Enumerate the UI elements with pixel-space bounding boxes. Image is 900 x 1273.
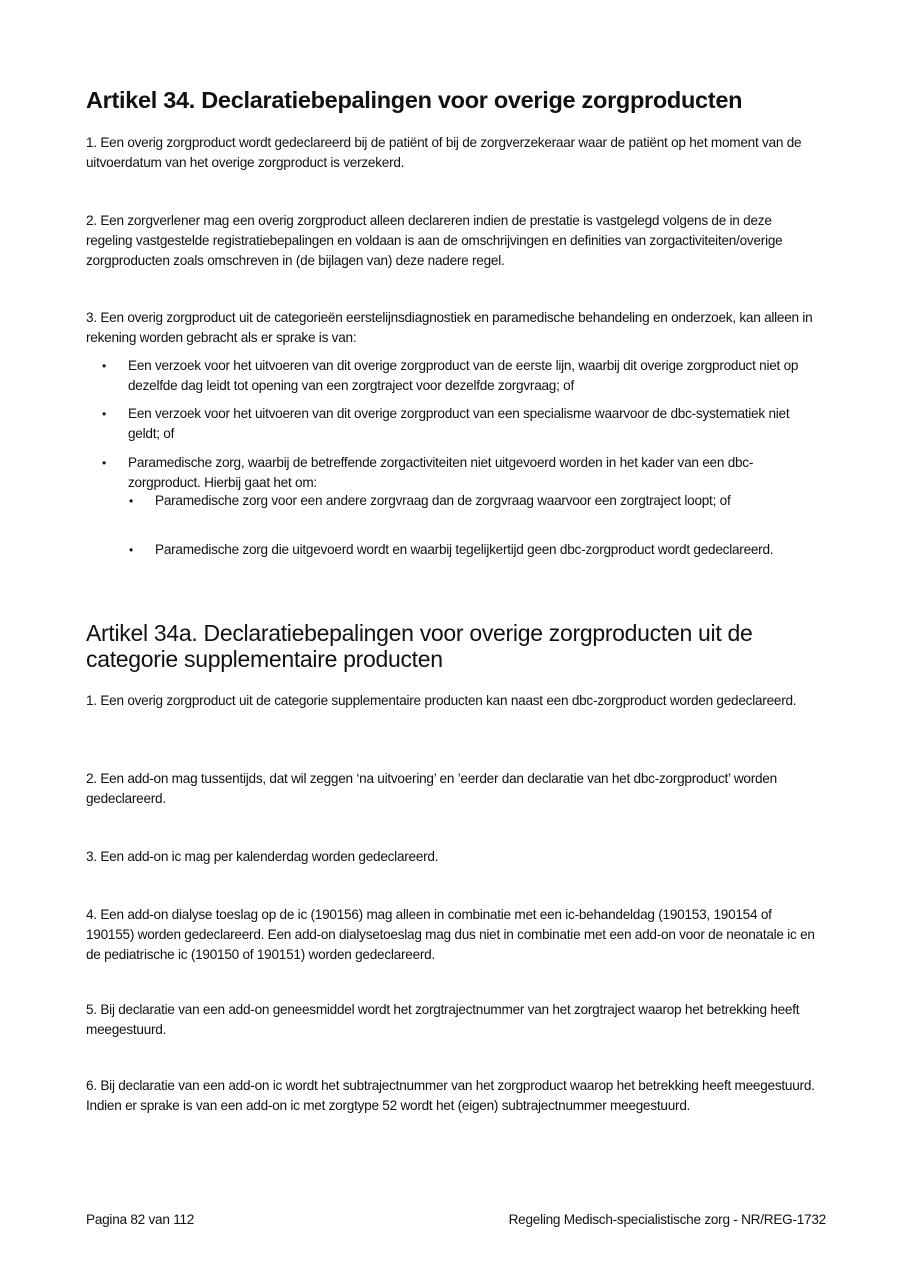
article-34-paragraph-2: 2. Een zorgverlener mag een overig zorgproduct alleen declareren indien de prestatie is vastgelegd volgens de in deze regeling vastgestelde registratiebepalingen en voldaan is aan de omschrijvingen en definities van zorgactiviteiten/overige zorgproducten zoals omschreven in (de bijlagen van) deze nadere regel.	[86, 213, 783, 268]
article-34-heading: Artikel 34. Declaratiebepalingen voor overige zorgproducten	[86, 87, 743, 113]
document-reference: Regeling Medisch-specialistische zorg - NR/REG-1732	[508, 1212, 826, 1227]
bullet-icon: •	[129, 543, 133, 557]
article-34-paragraph-3: 3. Een overig zorgproduct uit de categorieën eerstelijnsdiagnostiek en paramedische behandeling en onderzoek, kan alleen in rekening worden gebracht als er sprake is van:	[86, 310, 813, 345]
bullet-icon: •	[129, 494, 133, 508]
sub-list-item-text: Paramedische zorg die uitgevoerd wordt en waarbij tegelijkertijd geen dbc-zorgproduct wordt gedeclareerd.	[155, 542, 774, 557]
article-34a-heading: Artikel 34a. Declaratiebepalingen voor overige zorgproducten uit de categorie supplementaire producten	[86, 620, 753, 672]
list-item-text: Paramedische zorg, waarbij de betreffende zorgactiviteiten niet uitgevoerd worden in het kader van een dbc-zorgproduct. Hierbij gaat het om:	[128, 455, 754, 490]
article-34a-paragraph-2: 2. Een add-on mag tussentijds, dat wil zeggen ‘na uitvoering’ en ’eerder dan declaratie van het dbc-zorgproduct’ worden gedeclareerd.	[86, 771, 777, 806]
bullet-icon: •	[102, 407, 106, 421]
article-34-paragraph-1: 1. Een overig zorgproduct wordt gedeclareerd bij de patiënt of bij de zorgverzekeraar waar de patiënt op het moment van de uitvoerdatum van het overige zorgproduct is verzekerd.	[86, 135, 802, 170]
article-34a-paragraph-6: 6. Bij declaratie van een add-on ic wordt het subtrajectnummer van het zorgproduct waarop het betrekking heeft meegestuurd. Indien er sprake is van een add-on ic met zorgtype 52 wordt het (eigen) subtrajectnummer meegestuurd.	[86, 1078, 815, 1113]
bullet-icon: •	[102, 359, 106, 373]
page-number: Pagina 82 van 112	[86, 1212, 195, 1227]
article-34a-paragraph-5: 5. Bij declaratie van een add-on geneesmiddel wordt het zorgtrajectnummer van het zorgtraject waarop het betrekking heeft meegestuurd.	[86, 1002, 800, 1037]
article-34a-paragraph-1: 1. Een overig zorgproduct uit de categorie supplementaire producten kan naast een dbc-zorgproduct worden gedeclareerd.	[86, 693, 797, 708]
bullet-icon: •	[102, 456, 106, 470]
article-34a-paragraph-4: 4. Een add-on dialyse toeslag op de ic (190156) mag alleen in combinatie met een ic-behandeldag (190153, 190154 of 190155) worden gedeclareerd. Een add-on dialysetoeslag mag dus niet in combinatie met een add-on voor de neonatale ic en de pediatrische ic (190150 of 190151) worden gedeclareerd.	[86, 907, 815, 962]
list-item-text: Een verzoek voor het uitvoeren van dit overige zorgproduct van een specialisme waarvoor de dbc-systematiek niet geldt; of	[128, 406, 790, 441]
article-34a-paragraph-3: 3. Een add-on ic mag per kalenderdag worden gedeclareerd.	[86, 849, 439, 864]
sub-list-item-text: Paramedische zorg voor een andere zorgvraag dan de zorgvraag waarvoor een zorgtraject loopt; of	[155, 493, 731, 508]
list-item-text: Een verzoek voor het uitvoeren van dit overige zorgproduct van de eerste lijn, waarbij dit overige zorgproduct niet op dezelfde dag leidt tot opening van een zorgtraject voor dezelfde zorgvraag; of	[128, 358, 799, 393]
